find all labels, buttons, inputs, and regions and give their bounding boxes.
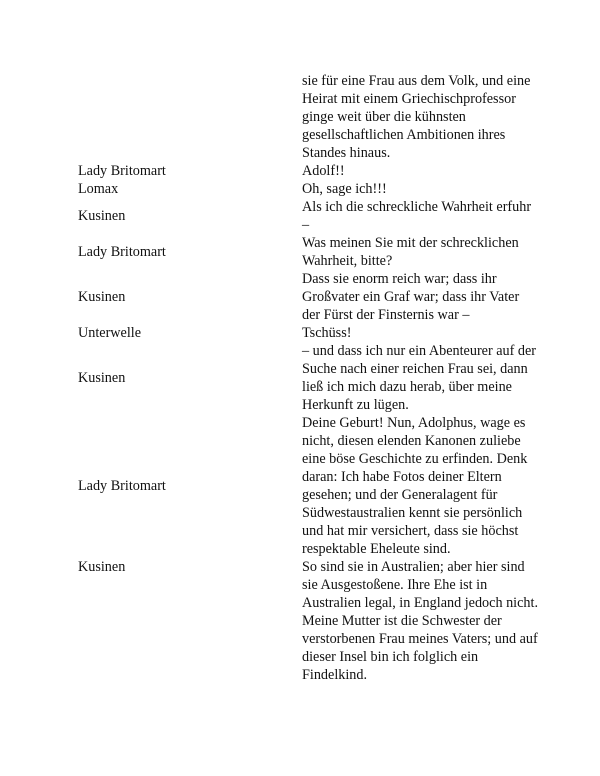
speaker-name: Lady Britomart bbox=[78, 244, 166, 260]
dialogue-table bbox=[78, 72, 538, 684]
speaker-name: Lady Britomart bbox=[78, 163, 166, 179]
dialogue-text: – und dass ich nur ein Abenteurer auf der Suche nach einer reichen Frau sei, dann ließ ich mich dazu herab, über meine Herkunft zu lügen. bbox=[302, 343, 537, 413]
speaker-name: Unterwelle bbox=[78, 325, 142, 341]
speaker-name: Lomax bbox=[78, 181, 119, 197]
dialogue-text: sie für eine Frau aus dem Volk, und eine Heirat mit einem Griechischprofessor ginge weit über die kühnsten gesellschaftlichen Ambitionen ihres Standes hinaus. bbox=[302, 73, 531, 161]
dialogue-text: Als ich die schreckliche Wahrheit erfuhr – bbox=[302, 199, 532, 233]
speaker-name: Kusinen bbox=[78, 370, 126, 386]
speaker-name: Kusinen bbox=[78, 208, 126, 224]
dialogue-text: Tschüss! bbox=[302, 325, 352, 341]
dialogue-row bbox=[78, 324, 538, 342]
dialogue-text: So sind sie in Australien; aber hier sind sie Ausgestoßene. Ihre Ehe ist in Australien legal, in England jedoch nicht. Meine Mutter ist die Schwester der verstorbenen Frau meines Vaters; und auf dieser Insel bin ich folglich ein Findelkind. bbox=[302, 559, 538, 683]
dialogue-row bbox=[78, 414, 538, 558]
speaker-name: Lady Britomart bbox=[78, 478, 166, 494]
dialogue-row bbox=[78, 72, 538, 162]
dialogue-text: Oh, sage ich!!! bbox=[302, 181, 387, 197]
speaker-name: Kusinen bbox=[78, 559, 126, 575]
dialogue-row bbox=[78, 342, 538, 414]
dialogue-row bbox=[78, 198, 538, 234]
dialogue-row bbox=[78, 180, 538, 198]
dialogue-text: Was meinen Sie mit der schrecklichen Wahrheit, bitte? bbox=[302, 235, 519, 269]
dialogue-text: Dass sie enorm reich war; dass ihr Großvater ein Graf war; dass ihr Vater der Fürst der Finsternis war – bbox=[302, 271, 520, 323]
dialogue-row bbox=[78, 558, 538, 684]
dialogue-row bbox=[78, 162, 538, 180]
dialogue-text: Adolf!! bbox=[302, 163, 345, 179]
dialogue-row bbox=[78, 234, 538, 270]
dialogue-text: Deine Geburt! Nun, Adolphus, wage es nicht, diesen elenden Kanonen zuliebe eine böse Geschichte zu erfinden. Denk daran: Ich habe Fotos deiner Eltern gesehen; und der Generalagent für Südwestaustralien kennt sie persönlich und hat mir versichert, dass sie höchst respektable Eheleute sind. bbox=[302, 415, 528, 557]
dialogue-row bbox=[78, 270, 538, 324]
speaker-name: Kusinen bbox=[78, 289, 126, 305]
